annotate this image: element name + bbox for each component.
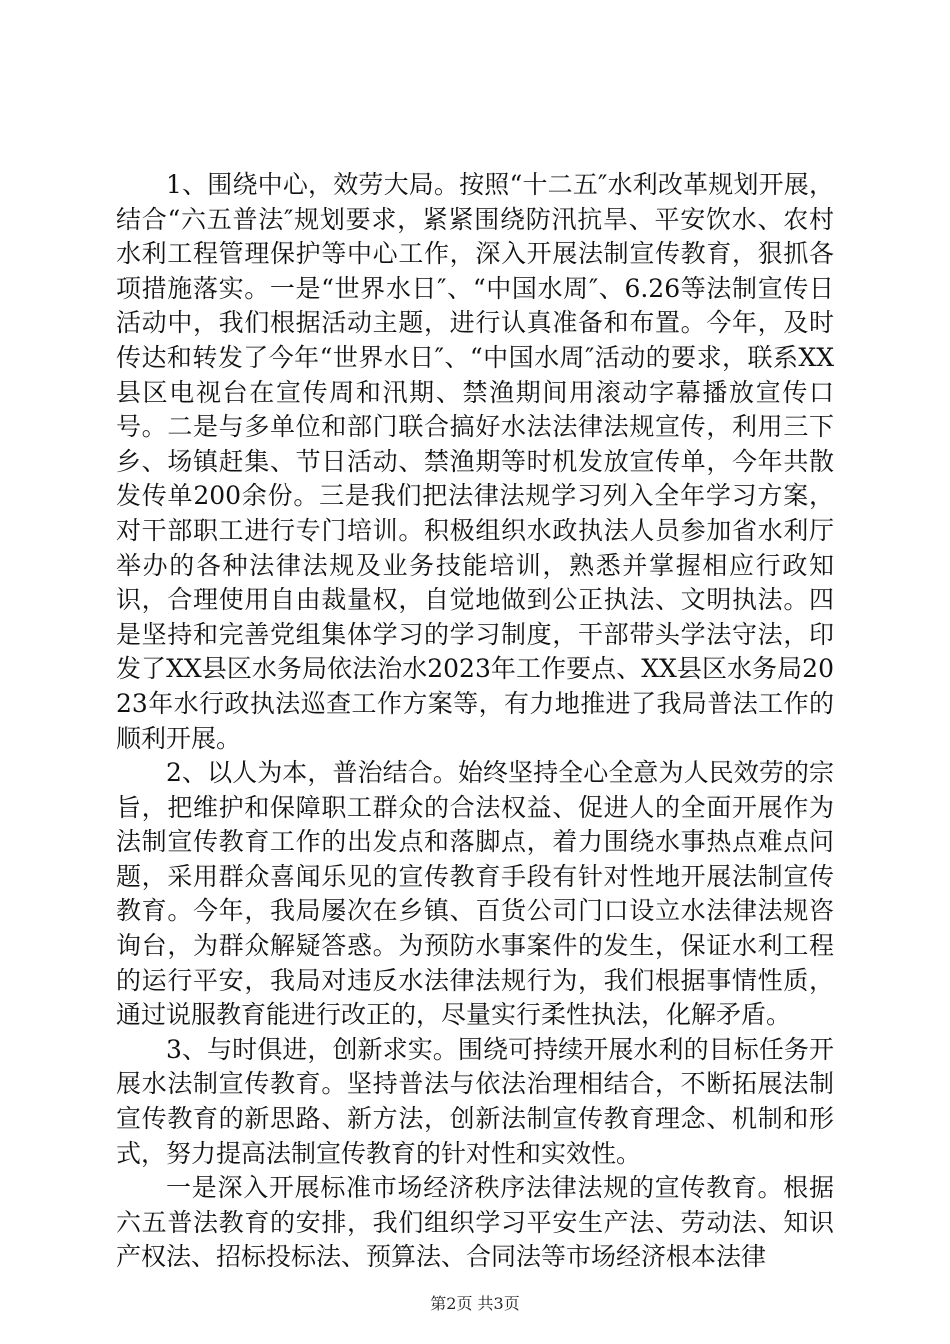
paragraph-2: 2、以人为本，普治结合。始终坚持全心全意为人民效劳的宗旨，把维护和保障职工群众的合法权益、促进人的全面开展作为法制宣传教育工作的出发点和落脚点，着力围绕水事热点难点问题，采用群众喜闻乐见的宣传教育手段有针对性地开展法制宣传教育。今年，我局屡次在乡镇、百货公司门口设立水法律法规咨询台，为群众解疑答惑。为预防水事案件的发生，保证水利工程的运行平安，我局对违反水法律法规行为，我们根据事情性质，通过说服教育能进行改正的，尽量实行柔性执法，化解矛盾。 (116, 758, 834, 1030)
paragraph-1: 1、围绕中心，效劳大局。按照“十二五″水利改革规划开展，结合“六五普法″规划要求，紧紧围绕防汛抗旱、平安饮水、农村水利工程管理保护等中心工作，深入开展法制宣传教育，狠抓各项措施落实。一是“世界水日″、“中国水周″、6.26等法制宣传日活动中，我们根据活动主题，进行认真准备和布置。今年，及时传达和转发了今年“世界水日″、“中国水周″活动的要求，联系XX县区电视台在宣传周和汛期、禁渔期间用滚动字幕播放宣传口号。二是与多单位和部门联合搞好水法法律法规宣传，利用三下乡、场镇赶集、节日活动、禁渔期等时机发放宣传单，今年共散发传单200余份。三是我们把法律法规学习列入全年学习方案，对干部职工进行专门培训。积极组织水政执法人员参加省水利厅举办的各种法律法规及业务技能培训，熟悉并掌握相应行政知识，合理使用自由裁量权，自觉地做到公正执法、文明执法。四是坚持和完善党组集体学习的学习制度，干部带头学法守法，印发了XX县区水务局依法治水2023年工作要点、XX县区水务局2023年水行政执法巡查工作方案等，有力地推进了我局普法工作的顺利开展。 (116, 170, 834, 753)
paragraph-3: 3、与时俱进，创新求实。围绕可持续开展水利的目标任务开展水法制宣传教育。坚持普法与依法治理相结合，不断拓展法制宣传教育的新思路、新方法，创新法制宣传教育理念、机制和形式，努力提高法制宣传教育的针对性和实效性。 (116, 1034, 834, 1168)
document-body (116, 168, 834, 1275)
page-footer: 第2页 共3页 (430, 1294, 520, 1313)
paragraph-4: 一是深入开展标准市场经济秩序法律法规的宣传教育。根据六五普法教育的安排，我们组织学习平安生产法、劳动法、知识产权法、招标投标法、预算法、合同法等市场经济根本法律 (116, 1173, 834, 1272)
